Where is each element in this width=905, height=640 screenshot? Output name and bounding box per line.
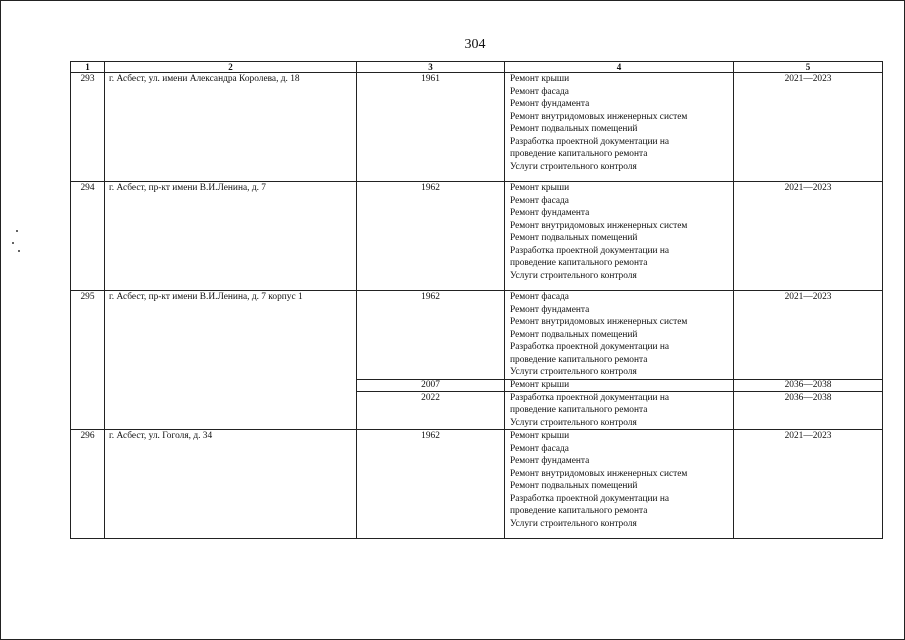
column-header: 1	[71, 62, 105, 73]
address-cell: г. Асбест, пр-кт имени В.И.Ленина, д. 7	[105, 182, 357, 291]
table-row	[71, 430, 883, 539]
period-cell: 2021—2023	[734, 182, 883, 291]
work-item: Разработка проектной документации на	[510, 493, 670, 504]
work-item: Разработка проектной документации на	[510, 245, 670, 256]
column-header: 3	[357, 62, 505, 73]
column-header: 4	[505, 62, 734, 73]
column-number-row	[71, 62, 883, 73]
work-item: Ремонт внутридомовых инженерных систем	[510, 220, 688, 231]
row-number: 294	[71, 182, 105, 291]
column-header: 5	[734, 62, 883, 73]
work-item: Ремонт фасада	[510, 443, 569, 454]
work-item: проведение капитального ремонта	[510, 149, 648, 159]
row-number: 295	[71, 291, 105, 430]
works-cell	[505, 430, 734, 539]
period-cell: 2021—2023	[734, 430, 883, 539]
work-item: Ремонт крыши	[510, 431, 570, 441]
works-cell	[505, 73, 734, 182]
year-cell: 2022	[357, 391, 505, 430]
page-number: 304	[464, 37, 486, 52]
table-row	[71, 291, 883, 380]
work-item: Ремонт фундамента	[510, 304, 590, 315]
works-cell	[505, 291, 734, 380]
work-item: Услуги строительного контроля	[510, 518, 637, 529]
row-number: 296	[71, 430, 105, 539]
period-cell: 2021—2023	[734, 291, 883, 380]
year-cell: 1962	[357, 430, 505, 539]
work-item: Услуги строительного контроля	[510, 417, 637, 428]
work-item: Ремонт внутридомовых инженерных систем	[510, 111, 688, 122]
address-cell: г. Асбест, ул. имени Александра Королева, д. 18	[105, 73, 357, 182]
table-row	[71, 73, 883, 182]
row-number: 293	[71, 73, 105, 182]
works-cell	[505, 391, 734, 430]
work-item: Разработка проектной документации на	[510, 392, 670, 403]
work-item: Ремонт подвальных помещений	[510, 481, 638, 491]
work-item: Ремонт фасада	[510, 195, 569, 206]
work-item: Ремонт крыши	[510, 379, 570, 390]
work-item: проведение капитального ремонта	[510, 354, 648, 365]
works-cell	[505, 379, 734, 391]
work-item: проведение капитального ремонта	[510, 506, 648, 516]
work-item: проведение капитального ремонта	[510, 405, 648, 415]
work-item: Ремонт внутридомовых инженерных систем	[510, 468, 688, 479]
work-item: Ремонт подвальных помещений	[510, 329, 638, 340]
work-item: Услуги строительного контроля	[510, 161, 637, 172]
work-item: Ремонт внутридомовых инженерных систем	[510, 317, 688, 327]
work-item: Услуги строительного контроля	[510, 270, 637, 281]
work-item: Услуги строительного контроля	[510, 367, 637, 377]
work-item: Ремонт подвальных помещений	[510, 124, 638, 134]
year-cell: 1961	[357, 73, 505, 182]
period-cell: 2036—2038	[734, 391, 883, 430]
work-item: Ремонт фасада	[510, 86, 569, 97]
work-item: Ремонт фундамента	[510, 456, 590, 466]
work-item: проведение капитального ремонта	[510, 258, 648, 268]
scan-specks	[8, 230, 28, 260]
work-item: Ремонт подвальных помещений	[510, 233, 638, 243]
year-cell: 2007	[357, 379, 505, 391]
period-cell: 2036—2038	[734, 379, 883, 391]
work-item: Ремонт фундамента	[510, 208, 590, 218]
work-item: Ремонт фундамента	[510, 99, 590, 109]
works-cell	[505, 182, 734, 291]
work-item: Ремонт крыши	[510, 183, 570, 193]
year-cell: 1962	[357, 182, 505, 291]
work-item: Разработка проектной документации на	[510, 342, 670, 352]
year-cell: 1962	[357, 291, 505, 380]
address-cell: г. Асбест, ул. Гоголя, д. 34	[105, 430, 357, 539]
work-item: Разработка проектной документации на	[510, 136, 670, 147]
column-header: 2	[105, 62, 357, 73]
repair-schedule-table	[70, 61, 883, 539]
work-item: Ремонт крыши	[510, 74, 570, 84]
address-cell: г. Асбест, пр-кт имени В.И.Ленина, д. 7 корпус 1	[105, 291, 357, 430]
period-cell: 2021—2023	[734, 73, 883, 182]
work-item: Ремонт фасада	[510, 292, 569, 302]
table-row	[71, 182, 883, 291]
